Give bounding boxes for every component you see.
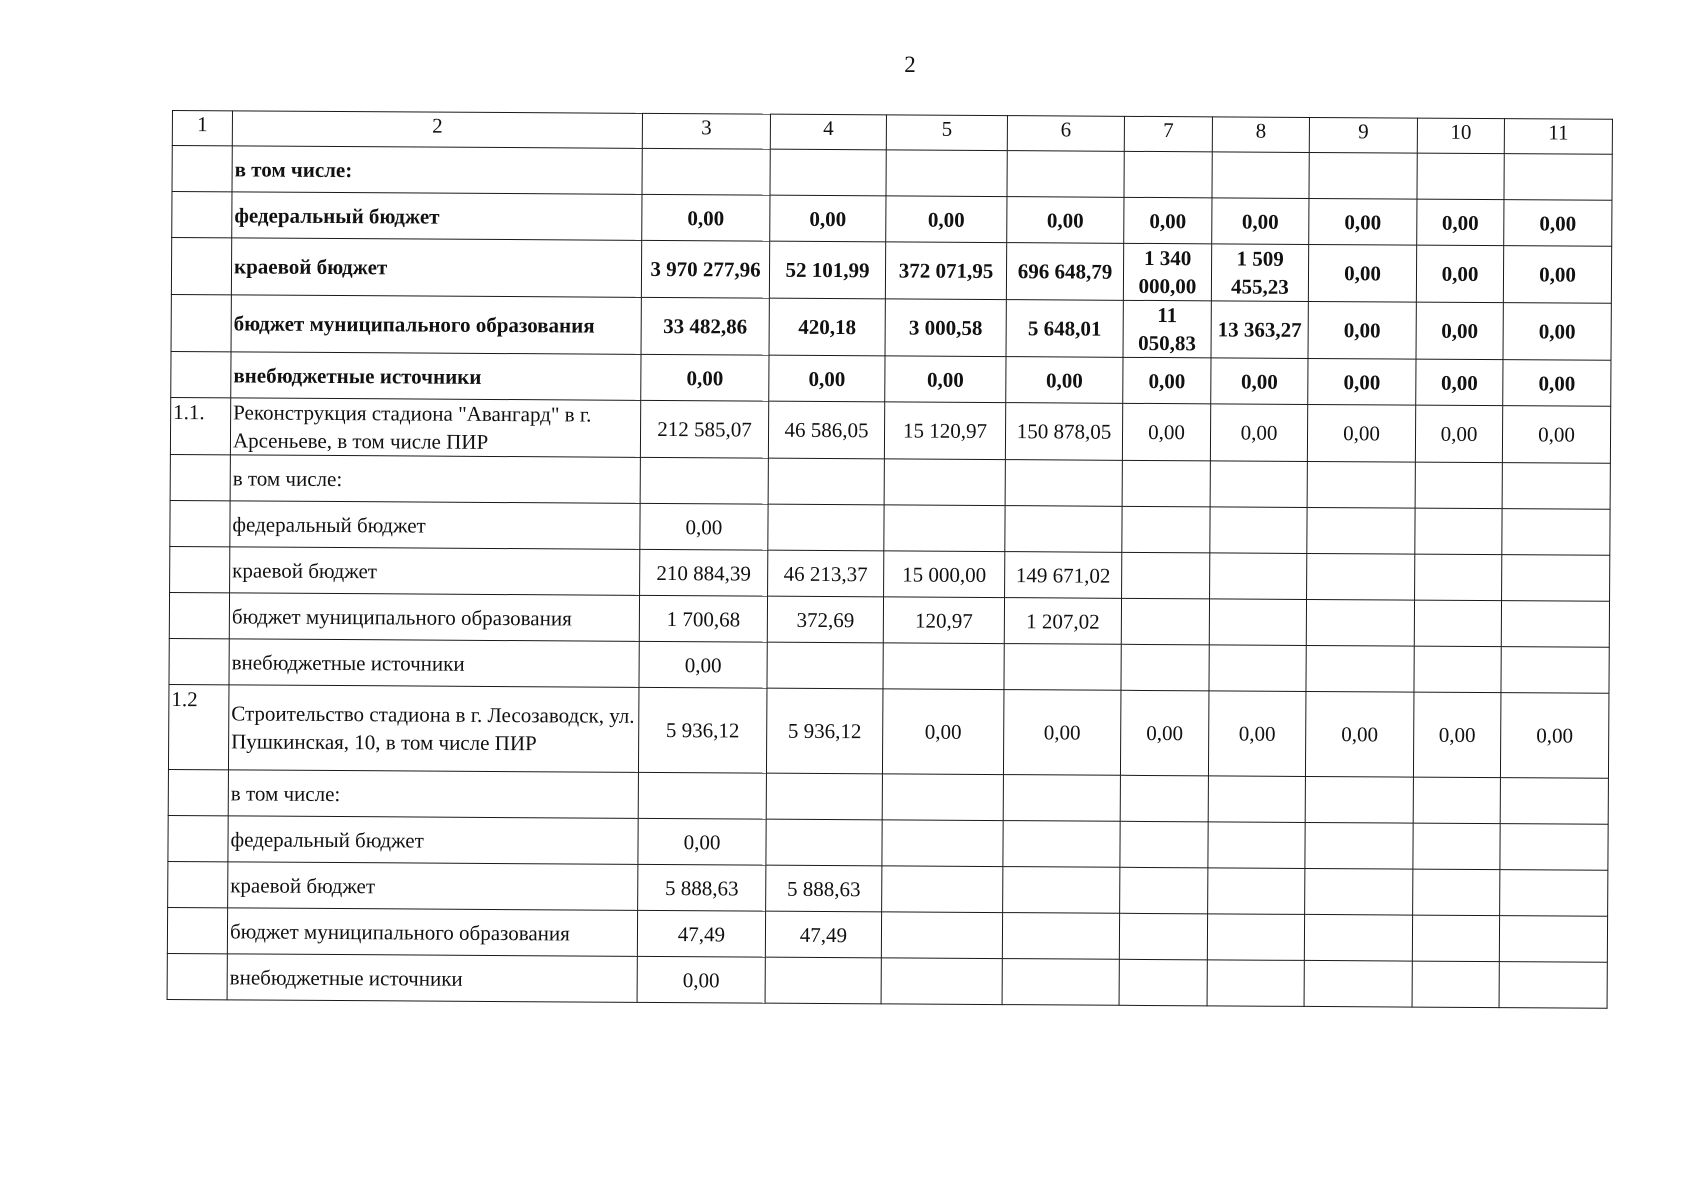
- value-cell: 0,00: [1416, 359, 1503, 406]
- value-cell: 5 648,01: [1006, 300, 1123, 358]
- value-cell: [1414, 646, 1501, 693]
- value-cell: 5 888,63: [638, 864, 766, 911]
- value-cell: [1121, 644, 1209, 691]
- value-cell: 33 482,86: [641, 297, 769, 355]
- value-cell: [1504, 154, 1612, 201]
- value-cell: [1501, 647, 1609, 694]
- value-cell: 372 071,95: [885, 242, 1006, 300]
- row-label-cell: федеральный бюджет: [230, 501, 640, 550]
- value-cell: [883, 643, 1004, 690]
- value-cell: [1305, 822, 1413, 869]
- page-number: 2: [904, 52, 916, 77]
- value-cell: 212 585,07: [640, 400, 768, 458]
- value-cell: [1413, 823, 1500, 870]
- value-cell: [884, 505, 1005, 552]
- column-number: 5: [886, 115, 1007, 151]
- value-cell: [766, 819, 882, 866]
- value-cell: [640, 457, 768, 504]
- value-cell: 47,49: [637, 910, 765, 957]
- value-cell: 0,00: [1212, 198, 1309, 245]
- value-cell: [1307, 553, 1415, 600]
- row-code-cell: 1.1.: [170, 397, 230, 454]
- row-code-cell: [167, 953, 227, 999]
- value-cell: 0,00: [1416, 302, 1503, 360]
- value-cell: 0,00: [882, 689, 1004, 775]
- value-cell: 15 120,97: [884, 402, 1005, 460]
- value-cell: [1119, 913, 1207, 960]
- table-row: [167, 953, 1607, 1008]
- value-cell: 47,49: [765, 911, 881, 958]
- value-cell: 0,00: [1417, 199, 1504, 246]
- value-cell: [1120, 821, 1208, 868]
- value-cell: [642, 148, 770, 195]
- row-code-cell: [168, 815, 228, 861]
- value-cell: 0,00: [1308, 358, 1416, 405]
- row-label-cell: внебюджетные источники: [227, 954, 637, 1003]
- value-cell: 0,00: [1502, 406, 1610, 464]
- value-cell: 13 363,27: [1211, 301, 1308, 359]
- row-label-cell: в том числе:: [228, 770, 638, 819]
- value-cell: [1305, 868, 1413, 915]
- value-cell: [1412, 915, 1499, 962]
- value-cell: 3 000,58: [885, 299, 1006, 357]
- document-sheet: [167, 110, 1613, 1009]
- value-cell: [765, 957, 881, 1004]
- value-cell: [1121, 598, 1209, 645]
- row-code-cell: [172, 192, 232, 238]
- value-cell: [881, 958, 1002, 1005]
- value-cell: 0,00: [1007, 197, 1124, 244]
- column-number: 11: [1504, 119, 1612, 155]
- value-cell: [881, 912, 1002, 959]
- column-number: 3: [642, 113, 770, 149]
- row-code-cell: [167, 907, 227, 953]
- value-cell: [1210, 553, 1307, 600]
- value-cell: [1500, 778, 1608, 825]
- value-cell: 0,00: [1210, 404, 1307, 462]
- value-cell: [1305, 776, 1413, 823]
- value-cell: 0,00: [1120, 690, 1209, 776]
- value-cell: [1304, 960, 1412, 1007]
- value-cell: 0,00: [1308, 244, 1416, 302]
- column-number: 8: [1212, 117, 1309, 153]
- value-cell: 0,00: [642, 194, 770, 241]
- value-cell: 1 340 000,00: [1123, 243, 1211, 301]
- row-code-cell: [170, 546, 230, 592]
- value-cell: 5 936,12: [638, 687, 767, 773]
- row-label-cell: Строительство стадиона в г. Лесозаводск, ул. Пушкинская, 10, в том числе ПИР: [228, 685, 639, 773]
- value-cell: [768, 504, 884, 551]
- row-code-cell: [172, 146, 232, 192]
- value-cell: [1004, 644, 1121, 691]
- value-cell: 1 509 455,23: [1211, 244, 1308, 302]
- value-cell: [1003, 775, 1120, 822]
- value-cell: 0,00: [1006, 357, 1123, 404]
- value-cell: 0,00: [1503, 360, 1611, 407]
- value-cell: 0,00: [1124, 197, 1212, 244]
- value-cell: 0,00: [1503, 246, 1611, 304]
- value-cell: 0,00: [1122, 403, 1210, 461]
- row-label-cell: бюджет муниципального образования: [229, 593, 639, 642]
- value-cell: 120,97: [883, 597, 1004, 644]
- value-cell: [1501, 601, 1609, 648]
- value-cell: [1304, 914, 1412, 961]
- value-cell: 0,00: [1123, 357, 1211, 404]
- table-row: [171, 294, 1611, 360]
- value-cell: 0,00: [1208, 691, 1306, 777]
- table-row: [171, 238, 1611, 304]
- value-cell: [882, 774, 1003, 821]
- value-cell: [766, 773, 882, 820]
- value-cell: [1500, 824, 1608, 871]
- row-code-cell: [169, 592, 229, 638]
- value-cell: [1306, 645, 1414, 692]
- value-cell: 0,00: [1308, 301, 1416, 359]
- value-cell: 696 648,79: [1006, 243, 1123, 301]
- row-label-cell: краевой бюджет: [231, 238, 641, 298]
- value-cell: [1306, 599, 1414, 646]
- value-cell: 372,69: [767, 596, 883, 643]
- value-cell: [1502, 463, 1610, 510]
- column-number: 1: [172, 111, 232, 146]
- table-row: [170, 397, 1610, 463]
- row-code-cell: [171, 294, 231, 351]
- budget-table: [167, 110, 1613, 1009]
- value-cell: [1209, 599, 1306, 646]
- value-cell: 0,00: [640, 503, 768, 550]
- row-code-cell: [169, 638, 229, 684]
- value-cell: [1499, 916, 1607, 963]
- value-cell: 0,00: [1307, 404, 1415, 462]
- value-cell: 0,00: [1309, 198, 1417, 245]
- value-cell: [1413, 777, 1500, 824]
- value-cell: 0,00: [1415, 405, 1502, 463]
- column-number: 7: [1124, 116, 1212, 152]
- value-cell: [882, 820, 1003, 867]
- row-code-cell: 1.2: [168, 684, 229, 769]
- value-cell: [1120, 775, 1208, 822]
- value-cell: 15 000,00: [884, 551, 1005, 598]
- value-cell: [1499, 962, 1607, 1009]
- value-cell: 0,00: [1500, 693, 1609, 779]
- value-cell: [1005, 460, 1122, 507]
- value-cell: 0,00: [1211, 358, 1308, 405]
- value-cell: 0,00: [1413, 692, 1501, 778]
- value-cell: [1002, 959, 1119, 1006]
- value-cell: [1208, 822, 1305, 869]
- value-cell: [1209, 645, 1306, 692]
- value-cell: [1417, 153, 1504, 200]
- value-cell: [1415, 508, 1502, 555]
- row-code-cell: [168, 769, 228, 815]
- value-cell: [1502, 509, 1610, 556]
- table-body: [167, 111, 1612, 1009]
- row-label-cell: в том числе:: [232, 146, 642, 195]
- row-code-cell: [171, 238, 231, 295]
- value-cell: [1413, 869, 1500, 916]
- value-cell: 0,00: [1504, 200, 1612, 247]
- value-cell: [1005, 506, 1122, 553]
- row-label-cell: бюджет муниципального образования: [231, 295, 641, 355]
- value-cell: [1207, 914, 1304, 961]
- row-label-cell: краевой бюджет: [230, 547, 640, 596]
- value-cell: [1309, 152, 1417, 199]
- row-label-cell: внебюджетные источники: [231, 352, 641, 401]
- row-label-cell: федеральный бюджет: [232, 192, 642, 241]
- row-label-cell: федеральный бюджет: [228, 816, 638, 865]
- value-cell: [638, 772, 766, 819]
- value-cell: [1307, 507, 1415, 554]
- row-code-cell: [170, 500, 230, 546]
- value-cell: 0,00: [1416, 245, 1503, 303]
- value-cell: [1122, 506, 1210, 553]
- value-cell: 1 700,68: [639, 595, 767, 642]
- row-label-cell: бюджет муниципального образования: [227, 908, 637, 957]
- value-cell: [767, 642, 883, 689]
- value-cell: [1124, 151, 1212, 198]
- value-cell: [1003, 867, 1120, 914]
- value-cell: [1208, 776, 1305, 823]
- value-cell: 0,00: [770, 195, 886, 242]
- value-cell: [1007, 151, 1124, 198]
- value-cell: 0,00: [638, 818, 766, 865]
- value-cell: 5 888,63: [766, 865, 882, 912]
- column-number: 2: [232, 111, 642, 149]
- row-label-cell: в том числе:: [230, 455, 640, 504]
- value-cell: [1500, 870, 1608, 917]
- value-cell: [1414, 600, 1501, 647]
- value-cell: 5 936,12: [766, 688, 883, 774]
- value-cell: [882, 866, 1003, 913]
- value-cell: 0,00: [886, 196, 1007, 243]
- row-code-cell: [170, 454, 230, 500]
- value-cell: [1210, 507, 1307, 554]
- row-label-cell: краевой бюджет: [228, 862, 638, 911]
- value-cell: 0,00: [1503, 303, 1611, 361]
- row-code-cell: [171, 351, 231, 397]
- value-cell: [1415, 554, 1502, 601]
- value-cell: [1412, 961, 1499, 1008]
- value-cell: 0,00: [1003, 690, 1121, 776]
- value-cell: 420,18: [769, 298, 885, 356]
- value-cell: [1119, 959, 1207, 1006]
- value-cell: 0,00: [1305, 691, 1414, 777]
- value-cell: 0,00: [637, 956, 765, 1003]
- value-cell: [1210, 461, 1307, 508]
- value-cell: 46 586,05: [768, 401, 884, 459]
- value-cell: [1208, 868, 1305, 915]
- value-cell: 210 884,39: [640, 549, 768, 596]
- value-cell: [886, 150, 1007, 197]
- value-cell: [884, 459, 1005, 506]
- column-number: 10: [1417, 118, 1504, 154]
- value-cell: 0,00: [769, 355, 885, 402]
- value-cell: 149 671,02: [1005, 552, 1122, 599]
- value-cell: [768, 458, 884, 505]
- row-label-cell: Реконструкция стадиона "Авангард" в г. Арсеньеве, в том числе ПИР: [230, 398, 640, 458]
- row-label-cell: внебюджетные источники: [229, 639, 639, 688]
- value-cell: 0,00: [641, 354, 769, 401]
- value-cell: 46 213,37: [768, 550, 884, 597]
- value-cell: [1307, 461, 1415, 508]
- value-cell: [1120, 867, 1208, 914]
- value-cell: [1415, 462, 1502, 509]
- value-cell: 1 207,02: [1004, 598, 1121, 645]
- value-cell: [1212, 152, 1309, 199]
- value-cell: [1002, 913, 1119, 960]
- column-number: 9: [1309, 117, 1417, 153]
- value-cell: 3 970 277,96: [641, 240, 769, 298]
- value-cell: [1207, 960, 1304, 1007]
- column-number: 6: [1007, 116, 1124, 152]
- value-cell: 0,00: [639, 641, 767, 688]
- column-number: 4: [770, 114, 886, 150]
- value-cell: [1122, 460, 1210, 507]
- value-cell: [1502, 555, 1610, 602]
- row-code-cell: [168, 861, 228, 907]
- value-cell: [1003, 821, 1120, 868]
- table-row: [168, 684, 1608, 778]
- value-cell: 11 050,83: [1123, 300, 1211, 358]
- value-cell: 52 101,99: [769, 241, 885, 299]
- value-cell: 0,00: [885, 356, 1006, 403]
- value-cell: [1122, 552, 1210, 599]
- value-cell: 150 878,05: [1005, 403, 1122, 461]
- value-cell: [770, 149, 886, 196]
